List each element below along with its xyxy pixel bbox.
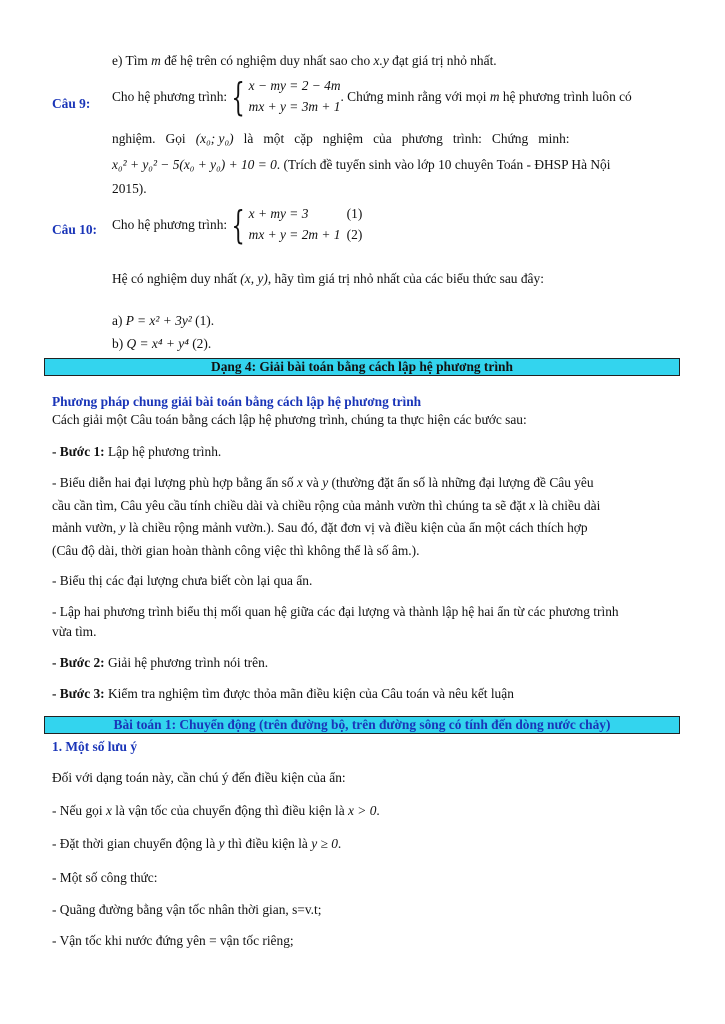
math-pair: (x₀; y₀) [195, 131, 234, 146]
equation-1: x + my = 3 [248, 206, 309, 221]
math-var: y [218, 836, 225, 851]
math-var: x [105, 803, 112, 818]
math-var: y [119, 520, 126, 535]
question-10-unique-line [112, 269, 544, 288]
text: (1). [191, 313, 215, 328]
question-9-line3 [112, 155, 682, 174]
text: nghiệm. Gọi [112, 131, 196, 146]
method-intro: Cách giải một Câu toán bằng cách lập hệ phương trình, chúng ta thực hiện các bước sau: [52, 412, 527, 427]
text: . [337, 836, 342, 851]
item-label: b) [112, 336, 127, 351]
text: là một cặp nghiệm của phương trình: Chứng minh: [233, 131, 570, 146]
note-3: - Một số công thức: [52, 870, 158, 885]
question-9-line4: 2015). [112, 181, 147, 196]
equation-system: { x − my = 2 − 4m mx + y = 3m + 1 [231, 74, 341, 119]
question-10-item-b [112, 334, 211, 353]
text: để hệ trên có nghiệm duy nhất sao cho [160, 53, 374, 68]
step-label: - Bước 3: [52, 686, 105, 701]
text: (2). [188, 336, 212, 351]
text: hệ phương trình luôn có [499, 89, 632, 105]
text: là vận tốc của chuyển động thì điều kiện là [111, 803, 349, 818]
paragraph-1-line1 [52, 473, 682, 492]
question-10-label: Câu 10: [52, 222, 98, 237]
paragraph-2: - Biểu thị các đại lượng chưa biết còn lại qua ẩn. [52, 573, 313, 588]
equation-2: mx + y = 3m + 1 [248, 98, 341, 114]
math-pair: (x, y) [240, 271, 268, 286]
math-formula: x₀² + y₀² − 5(x₀ + y₀) + 10 = 0 [112, 157, 277, 172]
equation-tag: (1) [346, 206, 363, 221]
text: Cho hệ phương trình: [112, 89, 231, 105]
math-var: y [322, 475, 329, 490]
text: , hãy tìm giá trị nhỏ nhất của các biểu thức sau đây: [267, 271, 544, 286]
math-condition: x > 0 [348, 803, 377, 818]
equation-1: x − my = 2 − 4m [248, 78, 341, 93]
step-1 [52, 442, 221, 461]
paragraph-3-line1: - Lập hai phương trình biểu thị mối quan hệ giữa các đại lượng và thành lập hệ hai ẩn từ các phương trình [52, 604, 619, 619]
text: Lập hệ phương trình. [104, 444, 222, 459]
text: thì điều kiện là [224, 836, 312, 851]
text: - Đặt thời gian chuyển động là [52, 836, 219, 851]
math-expression: P = x² + 3y² [125, 313, 192, 328]
question-9-line2 [112, 129, 682, 148]
math-var: x.y [373, 53, 389, 68]
text: Cho hệ phương trình: [112, 217, 231, 233]
text: . [376, 803, 380, 818]
step-2 [52, 653, 268, 672]
section-banner-bai-toan-1: Bài toán 1: Chuyển động (trên đường bộ, trên đường sông có tính đến dòng nước chảy) [44, 716, 680, 734]
question-10-item-a [112, 311, 214, 330]
question-e-line [112, 51, 497, 70]
text: - Nếu gọi [52, 803, 106, 818]
math-expression: Q = x⁴ + y⁴ [126, 336, 189, 351]
equation-system: { x + my = 3 (1) mx + y = 2m + 1 (2) [231, 202, 363, 247]
note-5: - Vận tốc khi nước đứng yên = vận tốc riêng; [52, 933, 294, 948]
math-var: m [489, 89, 500, 105]
text: - Biểu diễn hai đại lượng phù hợp bằng ẩn số [52, 475, 297, 490]
text: e) Tìm [112, 53, 152, 68]
text: (thường đặt ẩn số là những đại lượng đề Câu yêu [328, 475, 594, 490]
paragraph-1-line4: (Câu độ dài, thời gian hoàn thành công việc thì không thể là số âm.). [52, 543, 420, 558]
note-2 [52, 834, 341, 853]
math-var: x [296, 475, 303, 490]
notes-heading: 1. Một số lưu ý [52, 739, 138, 754]
text: mảnh vườn, [52, 520, 120, 535]
text: là chiều rộng mảnh vườn.). Sau đó, đặt đơn vị và điều kiện của ẩn một cách thích hợp [125, 520, 588, 535]
notes-intro: Đối với dạng toán này, cần chú ý đến điều kiện của ẩn: [52, 770, 346, 785]
text: . Chứng minh rằng với mọi [340, 89, 490, 105]
question-9-line1 [112, 76, 682, 118]
equation-2: mx + y = 2m + 1 [248, 226, 341, 242]
text: cầu cần tìm, Câu yêu cầu tính chiều dài và chiều rộng của mảnh vườn thì chúng ta sẽ đặt [52, 498, 530, 513]
question-9-label: Câu 9: [52, 96, 91, 111]
step-label: - Bước 2: [52, 655, 105, 670]
question-10-line1 [112, 204, 362, 246]
equation-tag: (2) [346, 226, 363, 242]
text: . (Trích đề tuyển sinh vào lớp 10 chuyên Toán - ĐHSP Hà Nội [276, 157, 611, 172]
step-label: - Bước 1: [52, 444, 105, 459]
method-heading: Phương pháp chung giải bài toán bằng cách lập hệ phương trình [52, 394, 422, 409]
paragraph-1-line3 [52, 518, 682, 537]
text: Giải hệ phương trình nói trên. [104, 655, 269, 670]
paragraph-3-line2: vừa tìm. [52, 624, 97, 639]
text: đạt giá trị nhỏ nhất. [388, 53, 497, 68]
text: Hệ có nghiệm duy nhất [112, 271, 241, 286]
item-label: a) [112, 313, 126, 328]
math-var: x [529, 498, 536, 513]
math-condition: y ≥ 0 [311, 836, 338, 851]
section-banner-dang-4: Dạng 4: Giải bài toán bằng cách lập hệ phương trình [44, 358, 680, 376]
text: và [302, 475, 323, 490]
math-var: m [151, 53, 161, 68]
step-3 [52, 684, 514, 703]
text: Kiểm tra nghiệm tìm được thỏa mãn điều kiện của Câu toán và nêu kết luận [104, 686, 514, 701]
text: là chiều dài [535, 498, 601, 513]
note-4: - Quãng đường bằng vận tốc nhân thời gian, s=v.t; [52, 902, 322, 917]
note-1 [52, 801, 380, 820]
paragraph-1-line2 [52, 496, 682, 515]
